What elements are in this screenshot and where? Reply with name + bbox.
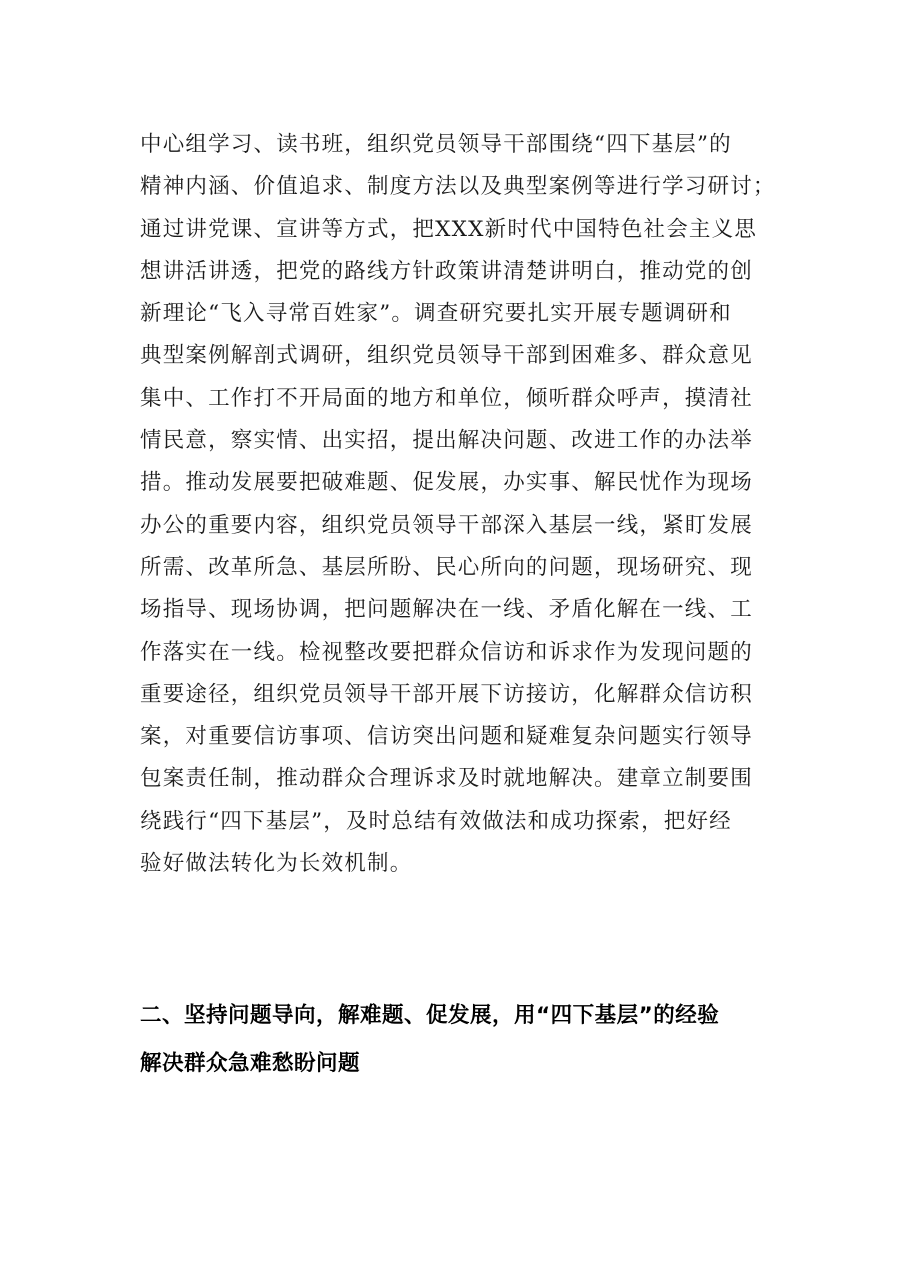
heading-line: 解决群众急难愁盼问题 [140,1051,361,1076]
paragraph-line: 新理论“飞入寻常百姓家”。调查研究要扎实开展专题调研和 [140,301,732,327]
paragraph-line: 作落实在一线。检视整改要把群众信访和诉求作为发现问题的 [140,639,753,665]
paragraph-line: 重要途径，组织党员领导干部开展下访接访，化解群众信访积 [140,681,753,707]
heading-line: 二、坚持问题导向，解难题、促发展，用“四下基层”的经验 [140,1003,720,1028]
paragraph-line: 中心组学习、读书班，组织党员领导干部围绕“四下基层”的 [140,132,732,157]
paragraph-line: 措。推动发展要把破难题、促发展，办实事、解民忧作为现场 [140,470,753,496]
paragraph-line: 情民意，察实情、出实招，提出解决问题、改进工作的办法举 [140,428,753,454]
paragraph-line: 案，对重要信访事项、信访突出问题和疑难复杂问题实行领导 [140,724,753,750]
paragraph-line: 绕践行“四下基层”，及时总结有效做法和成功探索，把好经 [140,808,732,834]
paragraph-line: 典型案例解剖式调研，组织党员领导干部到困难多、群众意见 [140,343,753,369]
body-paragraph [140,124,780,885]
paragraph-line: 精神内涵、价值追求、制度方法以及典型案例等进行学习研讨； [140,174,776,200]
paragraph-line: 通过讲党课、宣讲等方式，把XXX新时代中国特色社会主义思 [140,216,758,242]
paragraph-line: 包案责任制，推动群众合理诉求及时就地解决。建章立制要围 [140,766,753,792]
paragraph-line: 验好做法转化为长效机制。 [140,851,413,877]
paragraph-line: 想讲活讲透，把党的路线方针政策讲清楚讲明白，推动党的创 [140,258,753,284]
paragraph-line: 集中、工作打不开局面的地方和单位，倾听群众呼声，摸清社 [140,385,753,411]
paragraph-line: 场指导、现场协调，把问题解决在一线、矛盾化解在一线、工 [140,597,753,623]
paragraph-line: 办公的重要内容，组织党员领导干部深入基层一线，紧盯发展 [140,512,753,538]
paragraph-line: 所需、改革所急、基层所盼、民心所向的问题，现场研究、现 [140,554,753,580]
section-heading [140,992,780,1088]
